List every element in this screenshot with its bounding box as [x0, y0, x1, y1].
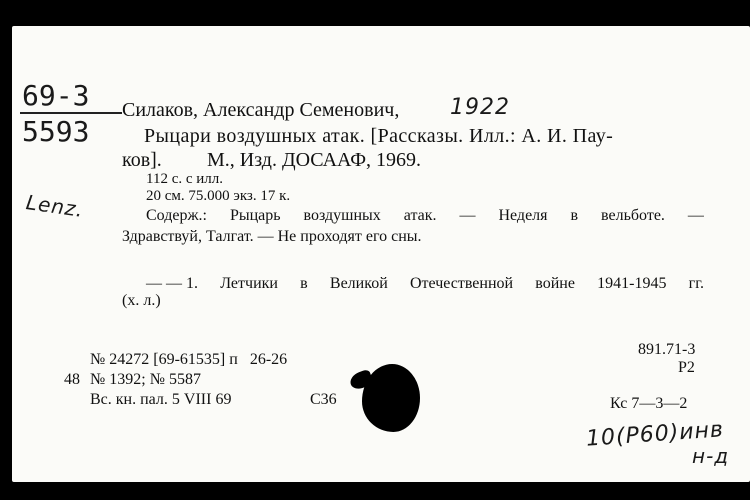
- word: атак.: [403, 207, 437, 224]
- classification-code: 891.71-3: [638, 341, 696, 358]
- classification-code-2: Р2: [678, 359, 695, 376]
- pages-line: 112 с. с илл.: [146, 171, 224, 187]
- handwritten-inventory: 10(Р60)инв: [585, 417, 725, 452]
- word: —: [687, 207, 704, 224]
- format-line: 20 см. 75.000 экз. 17 к.: [146, 188, 291, 204]
- contents-line-2: Здравствуй, Талгат. — Не проходят его сны.: [122, 228, 422, 245]
- subject-line-1: [146, 276, 704, 292]
- call-number-rule: [20, 112, 122, 114]
- word: воздушных: [303, 207, 381, 224]
- word: гг.: [688, 275, 704, 292]
- kc-code: Кс 7—3—2: [610, 395, 688, 412]
- word: вельботе.: [601, 207, 665, 224]
- word: в: [570, 207, 579, 224]
- registration-line-1: № 24272 [69-61535] п 26-26: [90, 351, 288, 368]
- word: в: [300, 275, 308, 292]
- contents-line-1: [146, 208, 704, 224]
- call-number-top: 69-3: [22, 79, 90, 112]
- ink-blot: [362, 364, 420, 432]
- chamber-code: С36: [310, 391, 337, 408]
- word: Содерж.:: [146, 207, 207, 224]
- birth-year: 1922: [450, 95, 510, 120]
- word: — — 1.: [146, 275, 198, 292]
- word: Летчики: [220, 275, 278, 292]
- side-handwritten-note: Lenz.: [24, 190, 86, 222]
- handwritten-mark: н-д: [692, 444, 730, 468]
- chamber-line: Вс. кн. пал. 5 VIII 69: [90, 391, 232, 408]
- registration-line-2: № 1392; № 5587: [90, 371, 201, 388]
- title-line-2b: М., Изд. ДОСААФ, 1969.: [207, 149, 422, 171]
- word: 1941-1945: [597, 275, 667, 292]
- title-line-1: Рыцари воздушных атак. [Рассказы. Илл.: А. И. Пау-: [144, 125, 614, 147]
- registration-prefix: 48: [64, 371, 80, 388]
- subject-line-2: (х. л.): [122, 292, 161, 309]
- call-number-bottom: 5593: [22, 115, 90, 148]
- word: Великой: [329, 275, 388, 292]
- word: Рыцарь: [229, 207, 281, 224]
- title-line-2a: ков].: [122, 149, 162, 171]
- word: Неделя: [498, 207, 548, 224]
- word: войне: [535, 275, 575, 292]
- word: —: [459, 207, 476, 224]
- author-name: Силаков, Александр Семенович,: [122, 99, 400, 121]
- word: Отечественной: [409, 275, 514, 292]
